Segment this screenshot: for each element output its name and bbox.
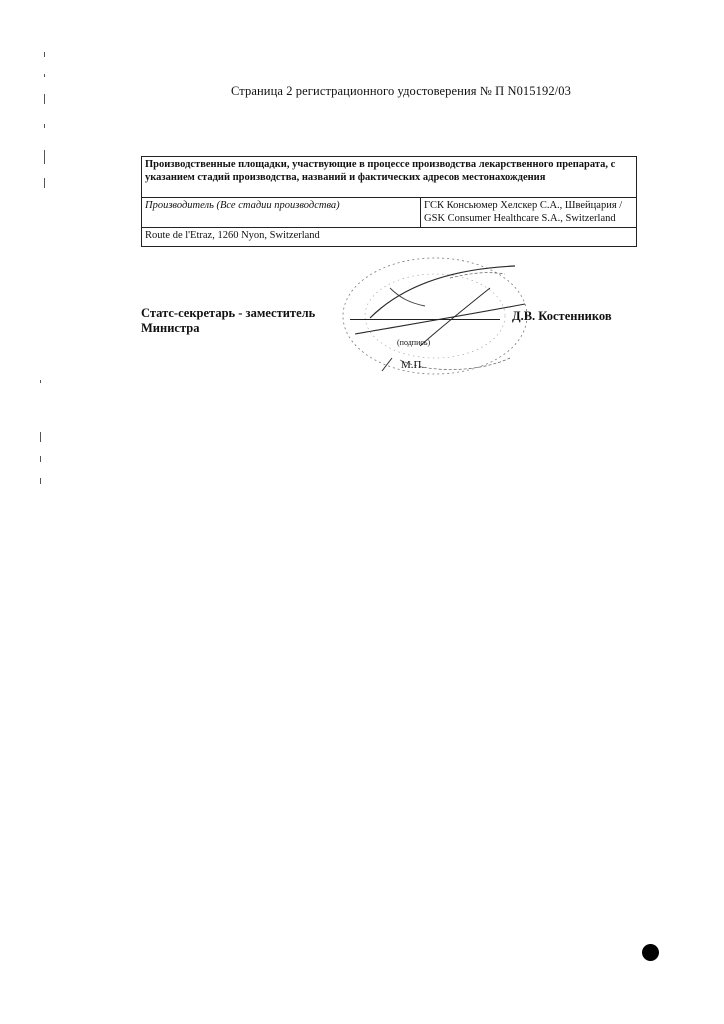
margin-mark xyxy=(40,380,41,383)
margin-mark xyxy=(44,178,45,188)
margin-mark xyxy=(44,52,45,57)
corner-dot-mark xyxy=(642,944,659,961)
signature-caption: (подпись) xyxy=(397,338,431,347)
table-row xyxy=(142,157,637,198)
signatory-title: Статс-секретарь - заместитель Министра xyxy=(141,306,316,335)
signature-line xyxy=(350,319,500,320)
signatory-name: Д.В. Костенников xyxy=(512,309,612,323)
manufacturer-role-cell: Производитель (Все стадии производства) xyxy=(142,198,421,228)
production-sites-table xyxy=(141,156,637,247)
margin-mark xyxy=(44,150,45,164)
official-stamp-outer-ring xyxy=(343,258,527,374)
manufacturer-address-cell: Route de l'Etraz, 1260 Nyon, Switzerland xyxy=(142,228,637,247)
page-header: Страница 2 регистрационного удостоверения № П N015192/03 xyxy=(231,84,571,98)
margin-mark xyxy=(40,432,41,442)
table-row xyxy=(142,198,637,228)
table-header-cell: Производственные площадки, участвующие в процессе производства лекарственного препарата, с указанием стадий производства, названий и фактических адресов местонахождения xyxy=(142,157,637,198)
margin-mark xyxy=(44,124,45,128)
official-stamp-inner-ring xyxy=(365,274,505,358)
table-row xyxy=(142,228,637,247)
signature-stroke xyxy=(382,358,392,371)
margin-mark xyxy=(44,74,45,77)
margin-mark xyxy=(40,478,41,484)
manufacturer-company-cell: ГСК Консьюмер Хелскер С.А., Швейцария / GSK Consumer Healthcare S.A., Switzerland xyxy=(421,198,637,228)
margin-mark xyxy=(44,94,45,104)
stamp-caption: М.П. xyxy=(401,359,425,371)
margin-mark xyxy=(40,456,41,462)
